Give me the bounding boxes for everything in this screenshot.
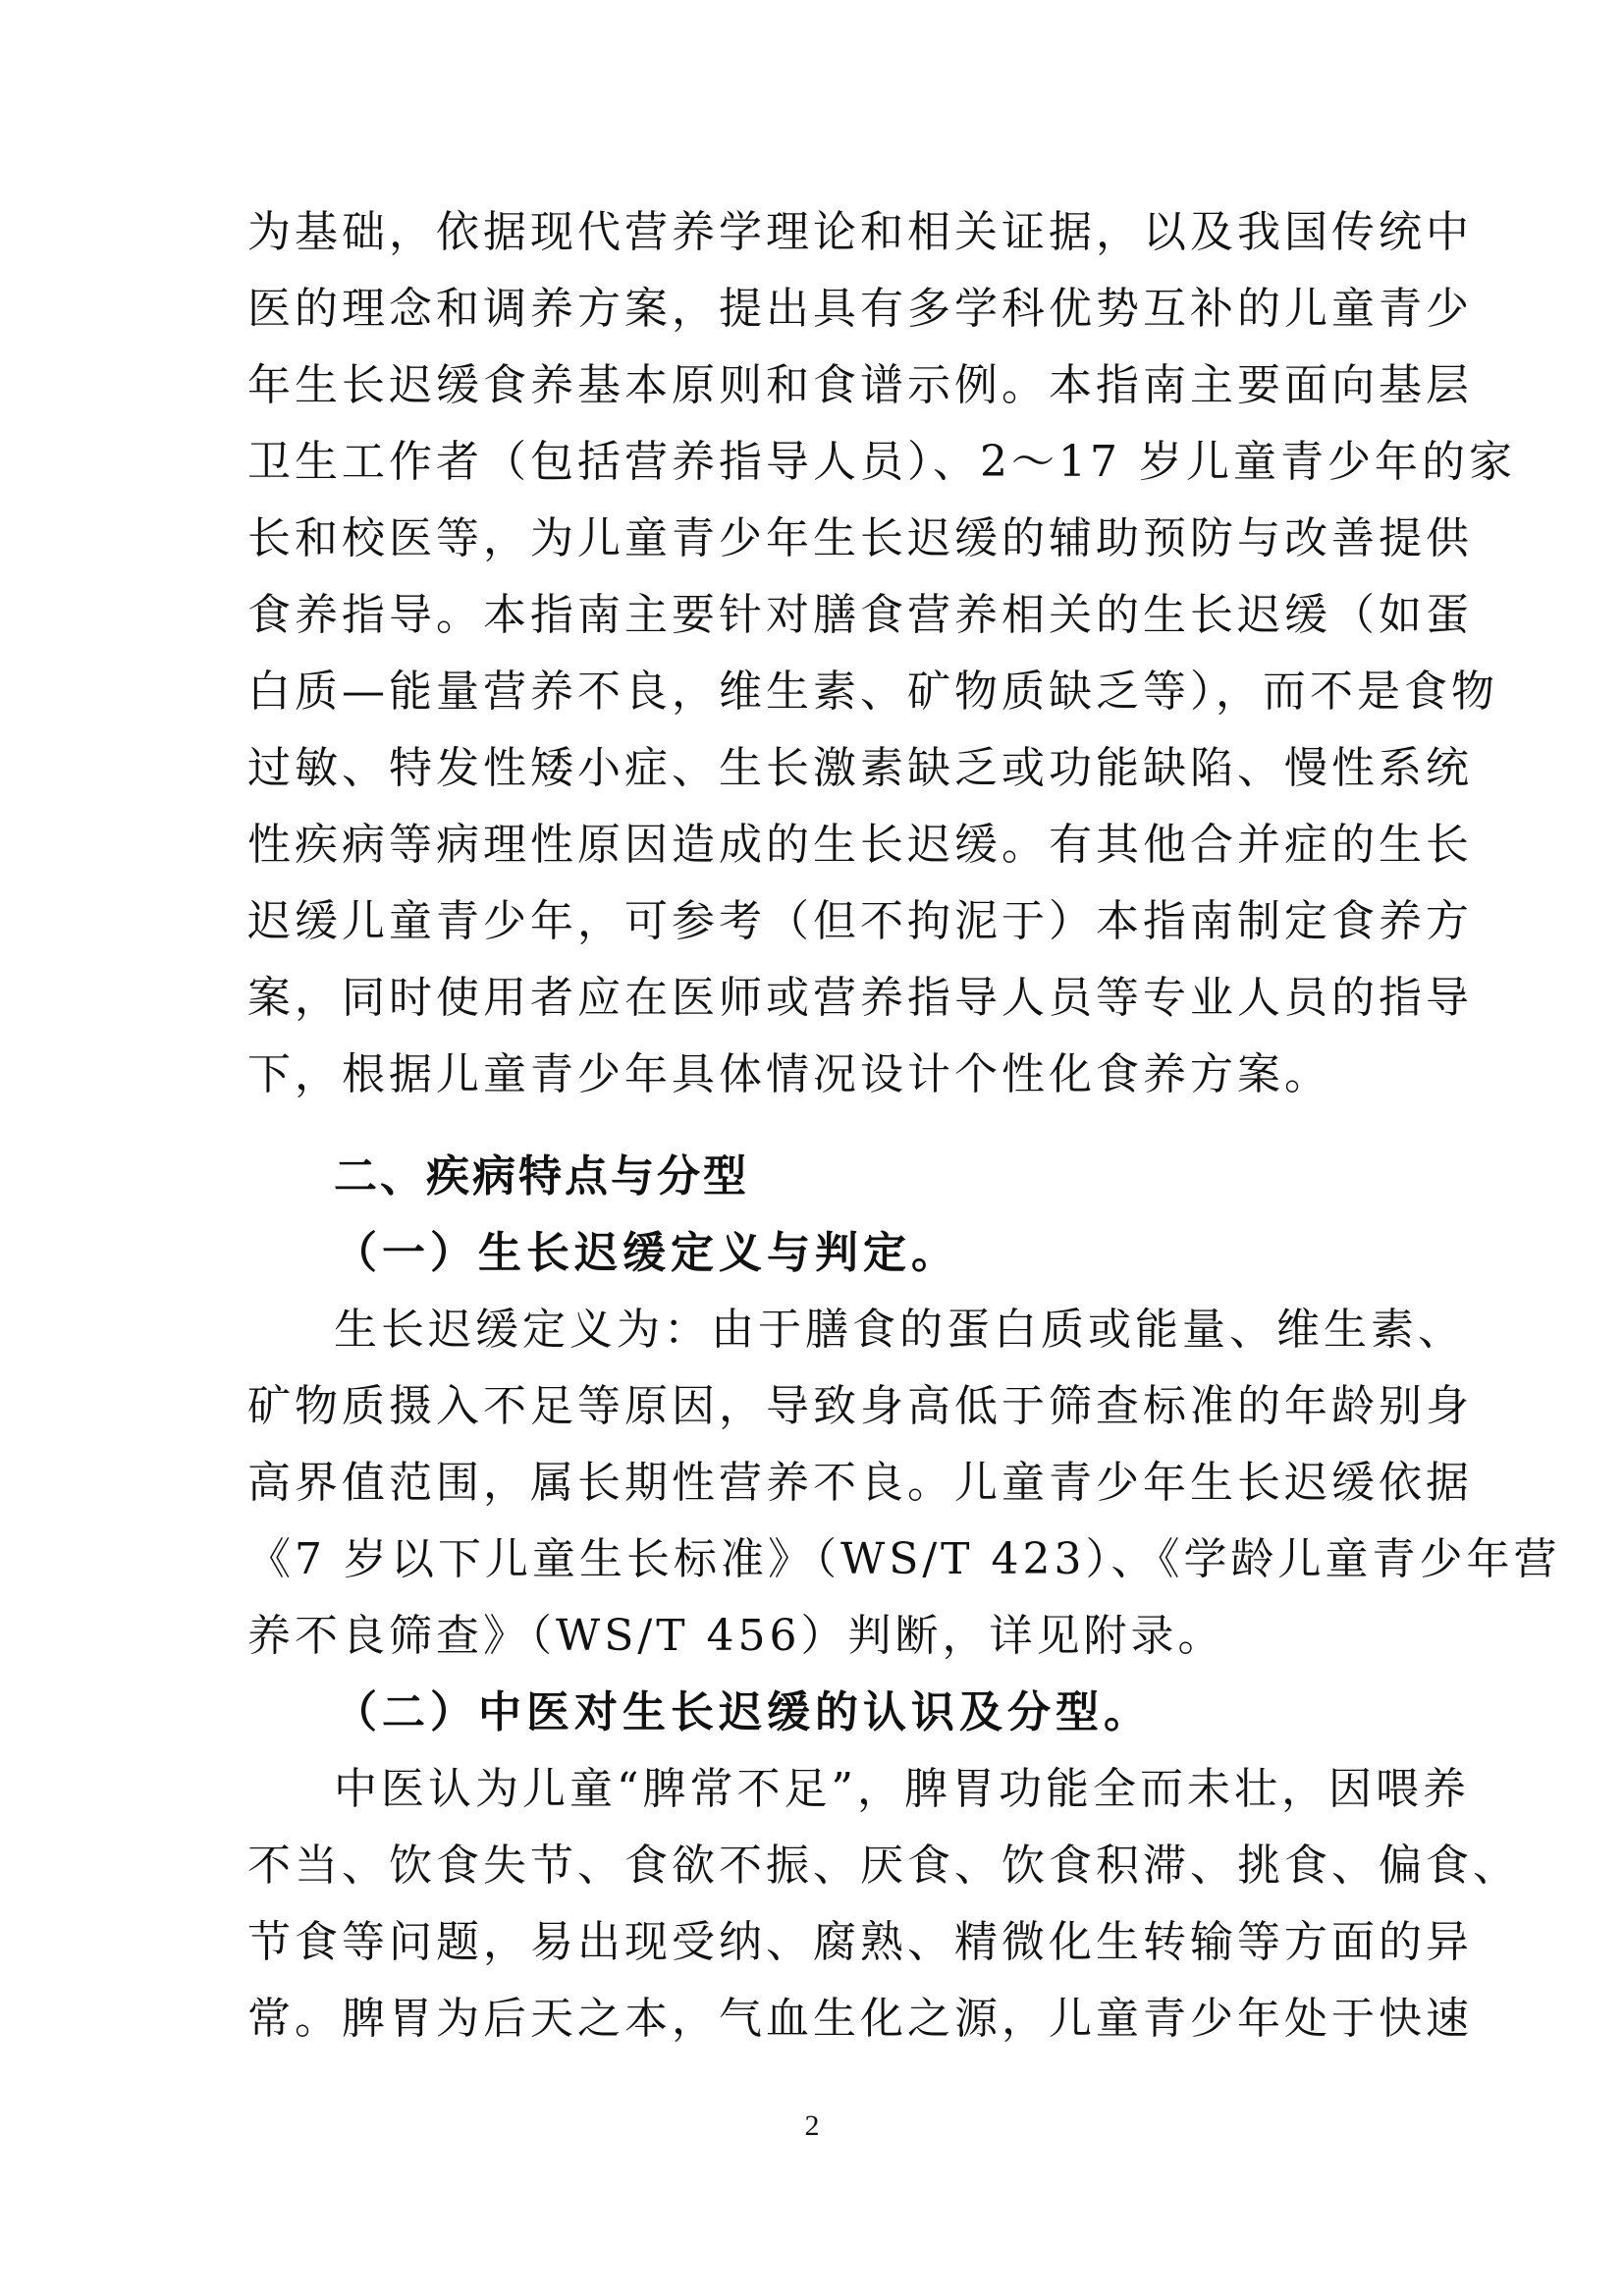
- text-line: 食养指导。本指南主要针对膳食营养相关的生长迟缓（如蛋: [247, 590, 1473, 640]
- text-line: 卫生工作者（包括营养指导人员）、2～17 岁儿童青少年的家: [247, 437, 1516, 487]
- section-heading-disease-features: 二、疾病特点与分型: [334, 1151, 749, 1201]
- paragraph-definition: [247, 1292, 1561, 1675]
- text-line: 过敏、特发性矮小症、生长激素缺乏或功能缺陷、慢性系统: [247, 743, 1473, 793]
- text-line: 节食等问题，易出现受纳、腐熟、精微化生转输等方面的异: [247, 1917, 1473, 1967]
- text-line: 养不良筛查》（WS/T 456）判断，详见附录。: [247, 1611, 1225, 1661]
- text-line: 医的理念和调养方案，提出具有多学科优势互补的儿童青少: [247, 284, 1473, 334]
- text-line: 生长迟缓定义为：由于膳食的蛋白质或能量、维生素、: [334, 1305, 1465, 1355]
- text-line: 年生长迟缓食养基本原则和食谱示例。本指南主要面向基层: [247, 360, 1473, 410]
- text-line: 案，同时使用者应在医师或营养指导人员等专业人员的指导: [247, 973, 1473, 1023]
- text-line: 白质—能量营养不良，维生素、矿物质缺乏等），而不是食物: [247, 667, 1498, 717]
- text-line: 常。脾胃为后天之本，气血生化之源，儿童青少年处于快速: [247, 1994, 1473, 2044]
- text-line: 性疾病等病理性原因造成的生长迟缓。有其他合并症的生长: [247, 820, 1473, 870]
- subsection-heading-definition: （一）生长迟缓定义与判定。: [334, 1228, 959, 1278]
- paragraph-tcm: [247, 1751, 1520, 2057]
- text-line: 高界值范围，属长期性营养不良。儿童青少年生长迟缓依据: [247, 1458, 1473, 1508]
- text-line: 长和校医等，为儿童青少年生长迟缓的辅助预防与改善提供: [247, 513, 1473, 563]
- text-line: 《7 岁以下儿童生长标准》（WS/T 423）、《学龄儿童青少年营: [247, 1534, 1561, 1584]
- text-line: 下，根据儿童青少年具体情况设计个性化食养方案。: [247, 1049, 1331, 1099]
- subsection-heading-tcm-classification: （二）中医对生长迟缓的认识及分型。: [334, 1687, 1152, 1737]
- text-line: 迟缓儿童青少年，可参考（但不拘泥于）本指南制定食养方: [247, 896, 1473, 946]
- text-line: 中医认为儿童“脾常不足”，脾胃功能全而未壮，因喂养: [334, 1764, 1470, 1814]
- paragraph-intro-scope: [247, 194, 1516, 1113]
- page-number: 2: [804, 2109, 820, 2142]
- text-line: 矿物质摄入不足等原因，导致身高低于筛查标准的年龄别身: [247, 1381, 1473, 1431]
- text-line: 不当、饮食失节、食欲不振、厌食、饮食积滞、挑食、偏食、: [247, 1841, 1520, 1891]
- text-line: 为基础，依据现代营养学理论和相关证据，以及我国传统中: [247, 207, 1473, 257]
